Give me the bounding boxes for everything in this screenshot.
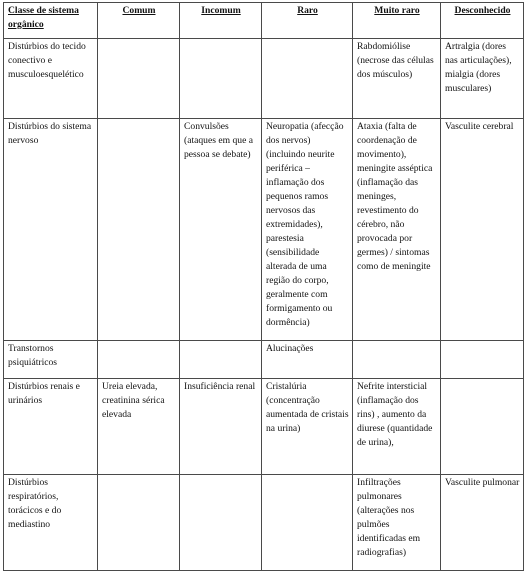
header-very-rare: Muito raro <box>353 3 441 39</box>
table-cell <box>98 341 180 379</box>
table-cell: Vasculite cerebral <box>441 119 524 341</box>
header-rare: Raro <box>262 3 353 39</box>
table-cell <box>180 475 262 571</box>
table-cell: Insuficiência renal <box>180 379 262 475</box>
table-row <box>4 475 524 571</box>
header-unknown: Desconhecido <box>441 3 524 39</box>
table-cell <box>98 475 180 571</box>
table-cell: Ataxia (falta de coordenação de movimento), meningite asséptica (inflamação das meninges, revestimento do cérebro, não provocada por germes) / sintomas como de meningite <box>353 119 441 341</box>
table-cell: Ureia elevada, creatinina sérica elevada <box>98 379 180 475</box>
table-row <box>4 379 524 475</box>
table-cell: Vasculite pulmonar <box>441 475 524 571</box>
table-row <box>4 39 524 119</box>
table-cell <box>98 39 180 119</box>
table-cell: Distúrbios do sistema nervoso <box>4 119 98 341</box>
table-cell <box>98 119 180 341</box>
table-header-row <box>4 3 524 39</box>
adverse-effects-table <box>3 2 524 571</box>
table-cell: Neuropatia (afecção dos nervos) (incluindo neurite periférica – inflamação dos pequenos ramos nervosos das extremidades), parestesia (sensibilidade alterada de uma região do corpo, geralmente com formigamento ou dormência) <box>262 119 353 341</box>
table-cell <box>441 379 524 475</box>
table-cell <box>180 341 262 379</box>
table-cell: Transtornos psiquiátricos <box>4 341 98 379</box>
table-cell: Distúrbios do tecido conectivo e musculoesquelético <box>4 39 98 119</box>
table-cell <box>262 475 353 571</box>
table-cell: Nefrite intersticial (inflamação dos rins) , aumento da diurese (quantidade de urina), <box>353 379 441 475</box>
header-organ-class: Classe de sistema orgânico <box>4 3 98 39</box>
table-cell <box>441 341 524 379</box>
table-cell: Convulsões (ataques em que a pessoa se debate) <box>180 119 262 341</box>
table-cell <box>180 39 262 119</box>
table-cell: Infiltrações pulmonares (alterações nos pulmões identificadas em radiografias) <box>353 475 441 571</box>
table-cell: Alucinações <box>262 341 353 379</box>
header-common: Comum <box>98 3 180 39</box>
table-cell: Distúrbios respiratórios, torácicos e do mediastino <box>4 475 98 571</box>
header-uncommon: Incomum <box>180 3 262 39</box>
table-cell: Cristalúria (concentração aumentada de cristais na urina) <box>262 379 353 475</box>
table-cell: Distúrbios renais e urinários <box>4 379 98 475</box>
table-cell <box>262 39 353 119</box>
table-cell: Artralgia (dores nas articulações), mialgia (dores musculares) <box>441 39 524 119</box>
table-row <box>4 119 524 341</box>
table-row <box>4 341 524 379</box>
table-cell: Rabdomiólise (necrose das células dos músculos) <box>353 39 441 119</box>
table-cell <box>353 341 441 379</box>
